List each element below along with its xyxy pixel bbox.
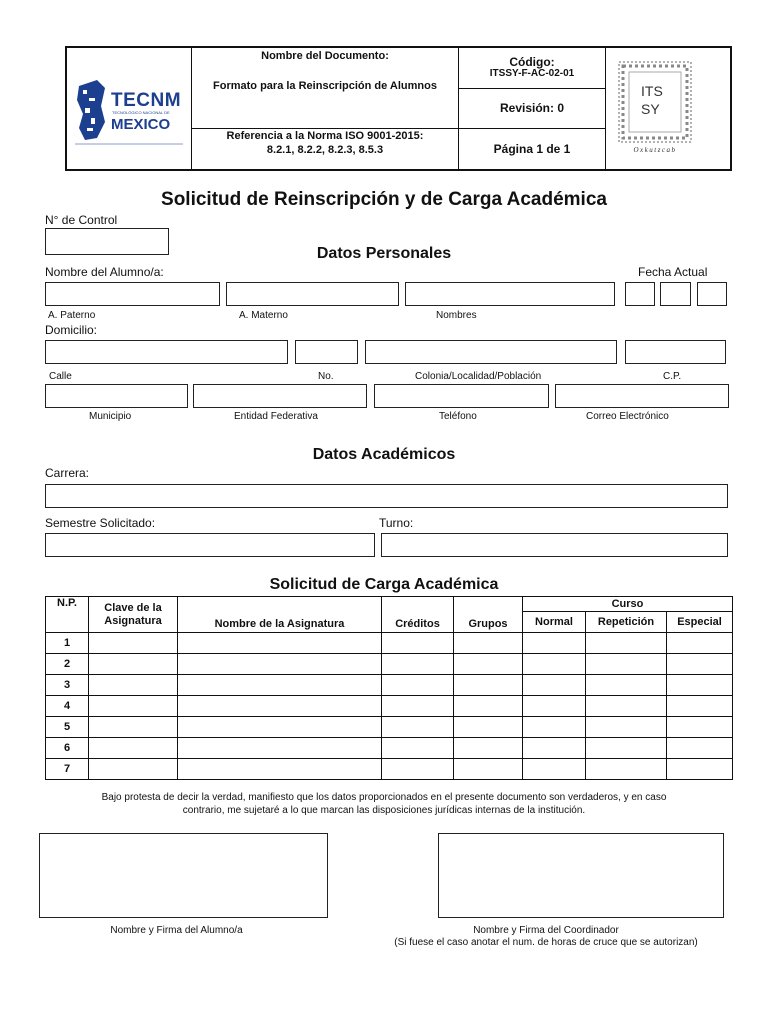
cell-grupos[interactable]	[454, 696, 523, 717]
cell-repeticion[interactable]	[586, 654, 667, 675]
shift-label: Turno:	[379, 516, 414, 530]
cell-normal[interactable]	[523, 738, 586, 759]
tecnm-logo	[75, 78, 183, 146]
revision: Revisión: 0	[499, 101, 565, 115]
cell-clave[interactable]	[89, 696, 178, 717]
cell-repeticion[interactable]	[586, 675, 667, 696]
materno-label: A. Materno	[239, 310, 288, 321]
declaration-text	[0, 791, 768, 817]
col-normal: Normal	[523, 612, 586, 633]
cell-creditos[interactable]	[382, 717, 454, 738]
cell-especial[interactable]	[667, 759, 733, 780]
col-nombre: Nombre de la Asignatura	[178, 597, 382, 633]
cell-normal[interactable]	[523, 696, 586, 717]
declaration-line2: contrario, me sujetaré a lo que marcan las disposiciones jurídicas internas de la institución.	[182, 805, 586, 816]
header-divider	[605, 48, 606, 169]
colony-label: Colonia/Localidad/Población	[415, 371, 542, 382]
control-label: N° de Control	[45, 213, 118, 227]
phone-label: Teléfono	[439, 411, 477, 422]
cell-clave[interactable]	[89, 717, 178, 738]
cell-clave[interactable]	[89, 675, 178, 696]
materno-field[interactable]	[226, 282, 399, 306]
cell-especial[interactable]	[667, 738, 733, 759]
cell-creditos[interactable]	[382, 696, 454, 717]
date-day-field[interactable]	[625, 282, 655, 306]
coordinator-signature-note: (Si fuese el caso anotar el num. de horas de cruce que se autorizan)	[394, 937, 698, 948]
document-header	[65, 46, 732, 171]
cell-repeticion[interactable]	[586, 738, 667, 759]
colony-field[interactable]	[365, 340, 617, 364]
cell-especial[interactable]	[667, 717, 733, 738]
table-row	[46, 696, 733, 717]
cell-grupos[interactable]	[454, 759, 523, 780]
table-row	[46, 675, 733, 696]
declaration-line1: Bajo protesta de decir la verdad, manifiesto que los datos proporcionados en el presente documento son verdaderos, y en caso	[101, 792, 667, 803]
cell-especial[interactable]	[667, 654, 733, 675]
municipality-field[interactable]	[45, 384, 188, 408]
personal-heading: Datos Personales	[316, 245, 452, 262]
col-np: N.P.	[46, 597, 89, 633]
logo-country: MEXICO	[111, 116, 171, 133]
cell-normal[interactable]	[523, 675, 586, 696]
phone-field[interactable]	[374, 384, 549, 408]
table-row	[46, 633, 733, 654]
code-value: ITSSY-F-AC-02-01	[489, 68, 575, 79]
page-number: Página 1 de 1	[493, 142, 571, 156]
nombres-label: Nombres	[436, 310, 477, 321]
table-header-row	[46, 597, 733, 612]
cell-creditos[interactable]	[382, 738, 454, 759]
email-field[interactable]	[555, 384, 729, 408]
col-especial: Especial	[667, 612, 733, 633]
student-signature-box[interactable]	[39, 833, 328, 918]
table-row	[46, 717, 733, 738]
norm-label: Referencia a la Norma ISO 9001-2015:	[226, 130, 424, 142]
cell-normal[interactable]	[523, 633, 586, 654]
doc-name: Formato para la Reinscripción de Alumnos	[213, 80, 437, 92]
cell-nombre[interactable]	[178, 738, 382, 759]
col-clave-line1: Clave de la	[104, 601, 162, 614]
cell-nombre[interactable]	[178, 633, 382, 654]
col-grupos: Grupos	[454, 597, 523, 633]
date-year-field[interactable]	[697, 282, 727, 306]
row-number: 2	[46, 654, 89, 675]
cell-especial[interactable]	[667, 696, 733, 717]
norm-value: 8.2.1, 8.2.2, 8.2.3, 8.5.3	[266, 144, 384, 156]
nombres-field[interactable]	[405, 282, 615, 306]
state-label: Entidad Federativa	[234, 411, 318, 422]
cell-grupos[interactable]	[454, 675, 523, 696]
logo-subtitle: TECNOLÓGICO NACIONAL DE	[112, 110, 170, 115]
load-heading: Solicitud de Carga Académica	[269, 576, 499, 593]
career-field[interactable]	[45, 484, 728, 508]
row-number: 4	[46, 696, 89, 717]
col-creditos: Créditos	[382, 597, 454, 633]
zip-label: C.P.	[663, 371, 682, 382]
row-number: 1	[46, 633, 89, 654]
address-label: Domicilio:	[45, 323, 98, 337]
street-field[interactable]	[45, 340, 288, 364]
paterno-label: A. Paterno	[48, 310, 96, 321]
cell-especial[interactable]	[667, 633, 733, 654]
header-divider	[191, 128, 605, 129]
cell-grupos[interactable]	[454, 738, 523, 759]
student-name-label: Nombre del Alumno/a:	[45, 265, 164, 279]
logo-title: TECNM	[111, 90, 182, 111]
cell-repeticion[interactable]	[586, 717, 667, 738]
date-month-field[interactable]	[660, 282, 691, 306]
coordinator-signature-label: Nombre y Firma del Coordinador	[473, 925, 619, 936]
row-number: 7	[46, 759, 89, 780]
coordinator-signature-box[interactable]	[438, 833, 724, 918]
cell-especial[interactable]	[667, 675, 733, 696]
email-label: Correo Electrónico	[586, 411, 669, 422]
cell-nombre[interactable]	[178, 717, 382, 738]
state-field[interactable]	[193, 384, 367, 408]
cell-creditos[interactable]	[382, 633, 454, 654]
paterno-field[interactable]	[45, 282, 220, 306]
street-label: Calle	[49, 371, 72, 382]
table-row	[46, 654, 733, 675]
col-curso: Curso	[523, 597, 733, 612]
municipality-label: Municipio	[89, 411, 132, 422]
cell-creditos[interactable]	[382, 675, 454, 696]
table-row	[46, 738, 733, 759]
col-repeticion: Repetición	[586, 612, 667, 633]
itssy-logo	[617, 60, 693, 158]
academic-heading: Datos Académicos	[312, 446, 456, 463]
student-signature-label: Nombre y Firma del Alumno/a	[110, 925, 243, 936]
cell-repeticion[interactable]	[586, 696, 667, 717]
number-field[interactable]	[295, 340, 358, 364]
cell-nombre[interactable]	[178, 654, 382, 675]
cell-creditos[interactable]	[382, 759, 454, 780]
cell-clave[interactable]	[89, 633, 178, 654]
cell-repeticion[interactable]	[586, 759, 667, 780]
code-label: Código:	[509, 55, 555, 69]
row-number: 5	[46, 717, 89, 738]
cell-nombre[interactable]	[178, 675, 382, 696]
cell-grupos[interactable]	[454, 654, 523, 675]
number-label: No.	[318, 371, 334, 382]
cell-nombre[interactable]	[178, 696, 382, 717]
page-title: Solicitud de Reinscripción y de Carga Académica	[161, 189, 607, 210]
semester-label: Semestre Solicitado:	[45, 516, 156, 530]
coordinator-signature-caption	[360, 925, 732, 949]
col-clave	[89, 597, 178, 633]
date-label: Fecha Actual	[638, 265, 708, 279]
cell-normal[interactable]	[523, 654, 586, 675]
row-number: 6	[46, 738, 89, 759]
doc-name-label: Nombre del Documento:	[261, 50, 389, 62]
row-number: 3	[46, 675, 89, 696]
header-divider	[458, 88, 605, 89]
semester-field[interactable]	[45, 533, 375, 557]
cell-clave[interactable]	[89, 654, 178, 675]
cell-clave[interactable]	[89, 738, 178, 759]
cell-repeticion[interactable]	[586, 633, 667, 654]
shift-field[interactable]	[381, 533, 728, 557]
career-label: Carrera:	[45, 466, 90, 480]
zip-field[interactable]	[625, 340, 726, 364]
logo-caption: Oxkutzcab	[633, 146, 677, 154]
cell-creditos[interactable]	[382, 654, 454, 675]
logo-itssy-text: ITS SY	[641, 83, 663, 117]
course-load-table	[45, 596, 733, 780]
cell-nombre[interactable]	[178, 759, 382, 780]
cell-normal[interactable]	[523, 717, 586, 738]
cell-normal[interactable]	[523, 759, 586, 780]
table-row	[46, 759, 733, 780]
cell-grupos[interactable]	[454, 717, 523, 738]
col-clave-line2: Asignatura	[104, 614, 162, 627]
cell-grupos[interactable]	[454, 633, 523, 654]
cell-clave[interactable]	[89, 759, 178, 780]
